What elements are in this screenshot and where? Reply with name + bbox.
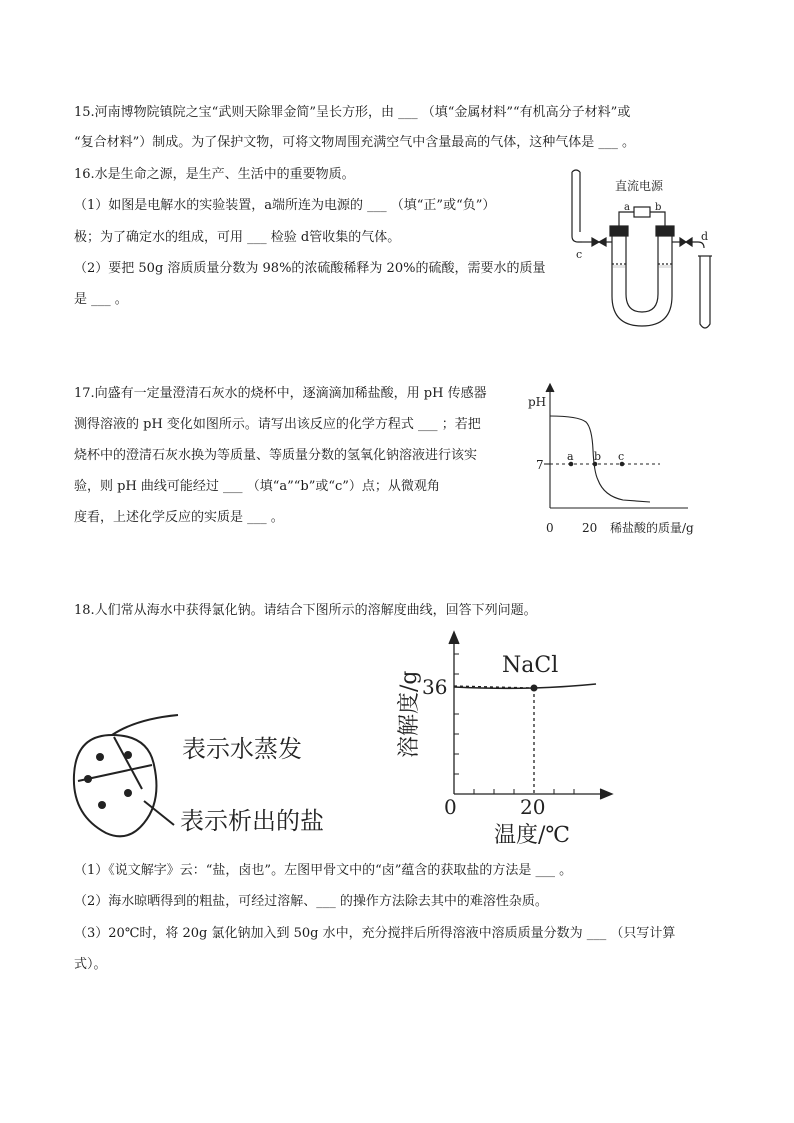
sol-series-label: NaCl xyxy=(502,653,559,678)
label-b: b xyxy=(655,202,662,213)
sol-x-label: 温度/℃ xyxy=(494,823,571,848)
salt-label: 表示析出的盐 xyxy=(180,807,324,835)
q17-line-3: 烧杯中的澄清石灰水换为等质量、等质量分数的氢氧化钠溶液进行该实 xyxy=(74,448,478,463)
salt-dot xyxy=(124,751,132,759)
q18-part3-line1: （3）20℃时，将 20g 氯化钠加入到 50g 水中，充分搅拌后所得溶液中溶质质量分数为 ___ （只写计算 xyxy=(74,926,676,941)
sol-point-20 xyxy=(531,685,538,692)
q17-line-1: 17.向盛有一定量澄清石灰水的烧杯中，逐滴滴加稀盐酸，用 pH 传感器 xyxy=(74,386,487,401)
power-supply-label: 直流电源 xyxy=(615,179,664,193)
salt-dot xyxy=(84,775,92,783)
label-a: a xyxy=(624,202,630,213)
q18-part2: （2）海水晾晒得到的粗盐，可经过溶解、___ 的操作方法除去其中的难溶性杂质。 xyxy=(74,894,548,909)
u-tube-inner xyxy=(626,232,658,312)
sol-y-arrow xyxy=(449,632,459,644)
nacl-curve xyxy=(454,684,596,688)
salt-dot xyxy=(124,789,132,797)
q16-part2-line2: 是 ___ 。 xyxy=(74,292,128,307)
q16-title: 16.水是生命之源，是生产、生活中的重要物质。 xyxy=(74,167,355,182)
ph-label-b: b xyxy=(594,450,602,463)
ph-label-a: a xyxy=(567,450,574,463)
ph-chart xyxy=(528,380,718,540)
ph-x-tick: 20 xyxy=(582,521,598,535)
lu-outline xyxy=(74,735,157,836)
electrolysis-apparatus xyxy=(562,166,722,334)
q17-line-4: 验，则 pH 曲线可能经过 ___ （填“a”“b”或“c”）点；从微观角 xyxy=(74,479,440,494)
q18-part1: （1）《说文解字》云：“盐，卤也”。左图甲骨文中的“卤”蕴含的获取盐的方法是 ___ 。 xyxy=(74,863,573,878)
q16-part2-line1: （2）要把 50g 溶质质量分数为 98%的浓硫酸稀释为 20%的硫酸，需要水的质量 xyxy=(74,261,546,276)
sol-y-tick: 36 xyxy=(422,675,448,699)
sol-y-label: 溶解度/g xyxy=(397,670,422,758)
power-supply-box xyxy=(634,207,650,217)
salt-pointer-line xyxy=(144,801,174,825)
sol-x-tick: 20 xyxy=(520,795,546,819)
sol-x-arrow xyxy=(600,789,612,799)
evap-pointer-line xyxy=(112,715,178,735)
q18-part3-line2: 式）。 xyxy=(74,957,107,972)
solubility-chart xyxy=(386,628,616,850)
q17-line-5: 度看，上述化学反应的实质是 ___ 。 xyxy=(74,510,284,525)
ph-label-c: c xyxy=(618,450,625,463)
salt-dot xyxy=(98,801,106,809)
stopper-right xyxy=(656,226,674,236)
ph-y-label: pH xyxy=(528,395,547,409)
q16-part1-line2: 极；为了确定水的组成，可用 ___ 检验 d管收集的气体。 xyxy=(74,230,401,245)
evap-label: 表示水蒸发 xyxy=(182,735,302,763)
q17-line-2: 测得溶液的 pH 变化如图所示。请写出该反应的化学方程式 ___ ；若把 xyxy=(74,417,481,432)
q15-line-1: 15.河南博物院镇院之宝“武则天除罪金简”呈长方形，由 ___ （填“金属材料”“有机高分子材料”或 xyxy=(74,105,631,120)
label-d: d xyxy=(701,230,709,243)
stopper-left xyxy=(610,226,628,236)
ph-y-arrow xyxy=(546,384,554,392)
q16-part1-line1: （1）如图是电解水的实验装置，a端所连为电源的 ___ （填“正”或“负”） xyxy=(74,198,496,213)
oracle-bone-lu-figure xyxy=(66,705,366,845)
ph-x-label: 稀盐酸的质量/g xyxy=(610,521,694,535)
label-c: c xyxy=(576,248,583,261)
salt-dot xyxy=(96,753,104,761)
ph-y-tick: 7 xyxy=(536,458,544,472)
ph-origin: 0 xyxy=(546,521,554,535)
test-tube-d xyxy=(700,256,710,328)
sol-origin: 0 xyxy=(444,795,457,819)
q15-line-2: “复合材料”）制成。为了保护文物，可将文物周围充满空气中含量最高的气体，这种气体是 ___ 。 xyxy=(74,135,636,150)
q18-title: 18.人们常从海水中获得氯化钠。请结合下图所示的溶解度曲线，回答下列问题。 xyxy=(74,603,537,618)
